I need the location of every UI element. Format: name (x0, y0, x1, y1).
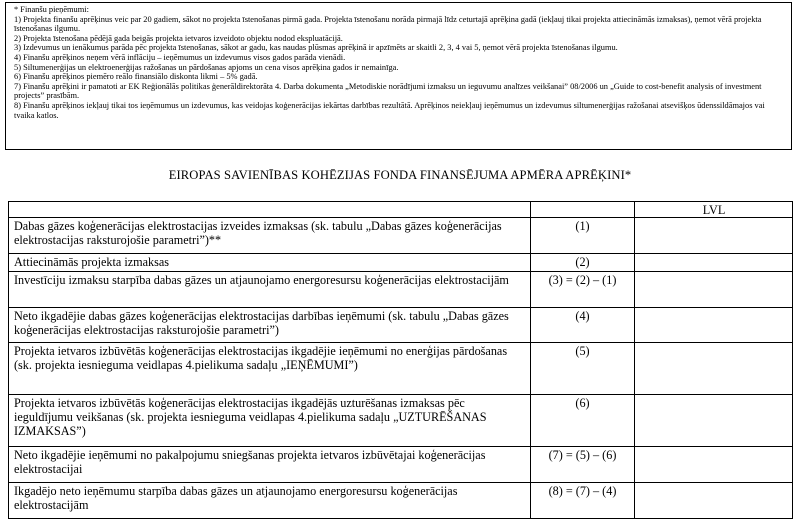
table-row (9, 254, 793, 272)
value-cell (635, 395, 793, 447)
row-description: Attiecināmās projekta izmaksas (9, 254, 531, 272)
note-item: 7) Finanšu aprēķini ir pamatoti ar EK Reģionālās politikas ģenerāldirektorāta 4. Darba dokumenta „Metodiskie norādījumi izmaksu un ieguvumu analīzes veikšanai” 08/2006 un „Guide to cost-benefit analysis of investment projects” prasībām. (14, 81, 762, 101)
table-row (9, 218, 793, 254)
notes-heading: * Finanšu pieņēmumi: (14, 5, 89, 14)
row-description: Projekta ietvaros izbūvētās koģenerācijas elektrostacijas ikgadējās uzturēšanas izmaksas pēc ieguldījumu veikšanas (sk. projekta iesnieguma veidlapas 4.pielikuma sadaļu „UZTURĒŠANAS IZMAKSAS”) (9, 395, 531, 447)
row-formula: (5) (531, 343, 635, 395)
note-item: 6) Finanšu aprēķinos piemēro reālo finansiālo diskonta likmi – 5% gadā. (14, 72, 258, 82)
table-row (9, 447, 793, 483)
row-formula: (2) (531, 254, 635, 272)
row-description: Dabas gāzes koģenerācijas elektrostacijas izveides izmaksas (sk. tabulu „Dabas gāzes koģenerācijas elektrostacijas raksturojošie parametri”)** (9, 218, 531, 254)
value-cell (635, 483, 793, 519)
row-formula: (8) = (7) – (4) (531, 483, 635, 519)
value-cell (635, 343, 793, 395)
row-description: Projekta ietvaros izbūvētās koģenerācijas elektrostacijas ikgadējie ieņēmumi no enerģijas pārdošanas (sk. projekta iesnieguma veidlapas 4.pielikuma sadaļu „IEŅĒMUMI”) (9, 343, 531, 395)
row-formula: (3) = (2) – (1) (531, 272, 635, 308)
table-row (9, 272, 793, 308)
row-formula: (1) (531, 218, 635, 254)
note-item: 5) Siltumenerģijas un elektroenerģijas ražošanas un pārdošanas apjoms un cena visos aprēķina gados ir nemainīga. (14, 62, 399, 72)
note-item: 2) Projekta īstenošana pēdējā gada beigās projekta ietvaros izveidoto objektu nodod ekspluatācijā. (14, 33, 343, 43)
note-item: 8) Finanšu aprēķinos iekļauj tikai tos ieņēmumus un izdevumus, kas veidojas koģenerācijas iekārtas darbības rezultātā. Aprēķinos neiekļauj ieņēmumus un izdevumus siltumenerģijas ražošanai atsevišķos ūdenssildāmajos vai tvaika katlos. (14, 100, 765, 120)
table-header-row (9, 202, 793, 218)
table-row (9, 343, 793, 395)
row-description: Neto ikgadējie ieņēmumi no pakalpojumu sniegšanas projekta ietvaros izbūvētajai koģenerācijas elektrostacijai (9, 447, 531, 483)
note-item: 3) Izdevumus un ienākumus parāda pēc projekta īstenošanas, sākot ar gadu, kas naudas plūsmas aprēķinā ir apzīmēts ar skaitli 2, 3, 4 vai 5, ņemot vērā projekta īstenošanas ilgumu. (14, 43, 618, 53)
row-formula: (4) (531, 308, 635, 343)
value-cell (635, 447, 793, 483)
header-empty-cell (531, 202, 635, 218)
row-formula: (6) (531, 395, 635, 447)
value-cell (635, 308, 793, 343)
value-cell (635, 272, 793, 308)
note-item: 1) Projekta finanšu aprēķinus veic par 20 gadiem, sākot no projekta īstenošanas pirmā gada. Projekta īstenošanu norāda pirmajā līdz ceturtajā aprēķina gadā (iekļauj tikai projekta attiecināmās izmaksas), ņemot vērā projekta īstenošanas ilgumu. (14, 14, 762, 34)
financial-assumptions-box (5, 2, 792, 150)
header-empty-cell (9, 202, 531, 218)
table-row (9, 308, 793, 343)
document-title: EIROPAS SAVIENĪBAS KOHĒZIJAS FONDA FINANSĒJUMA APMĒRA APRĒĶINI* (168, 168, 632, 182)
note-item: 4) Finanšu aprēķinos neņem vērā inflāciju – ieņēmumus un izdevumus visos gados parāda vienādi. (14, 52, 346, 62)
value-cell (635, 254, 793, 272)
value-cell (635, 218, 793, 254)
table-row (9, 483, 793, 519)
row-description: Ikgadējo neto ieņēmumu starpība dabas gāzes un atjaunojamo energoresursu koģenerācijas elektrostacijām (9, 483, 531, 519)
table-row (9, 395, 793, 447)
row-description: Neto ikgadējie dabas gāzes koģenerācijas elektrostacijas darbības ieņēmumi (sk. tabulu „Dabas gāzes koģenerācijas elektrostacijas raksturojošie parametri”) (9, 308, 531, 343)
row-description: Investīciju izmaksu starpība dabas gāzes un atjaunojamo energoresursu koģenerācijas elektrostacijām (9, 272, 531, 308)
funding-calculation-table (8, 201, 793, 519)
row-formula: (7) = (5) – (6) (531, 447, 635, 483)
unit-header: LVL (635, 202, 793, 218)
